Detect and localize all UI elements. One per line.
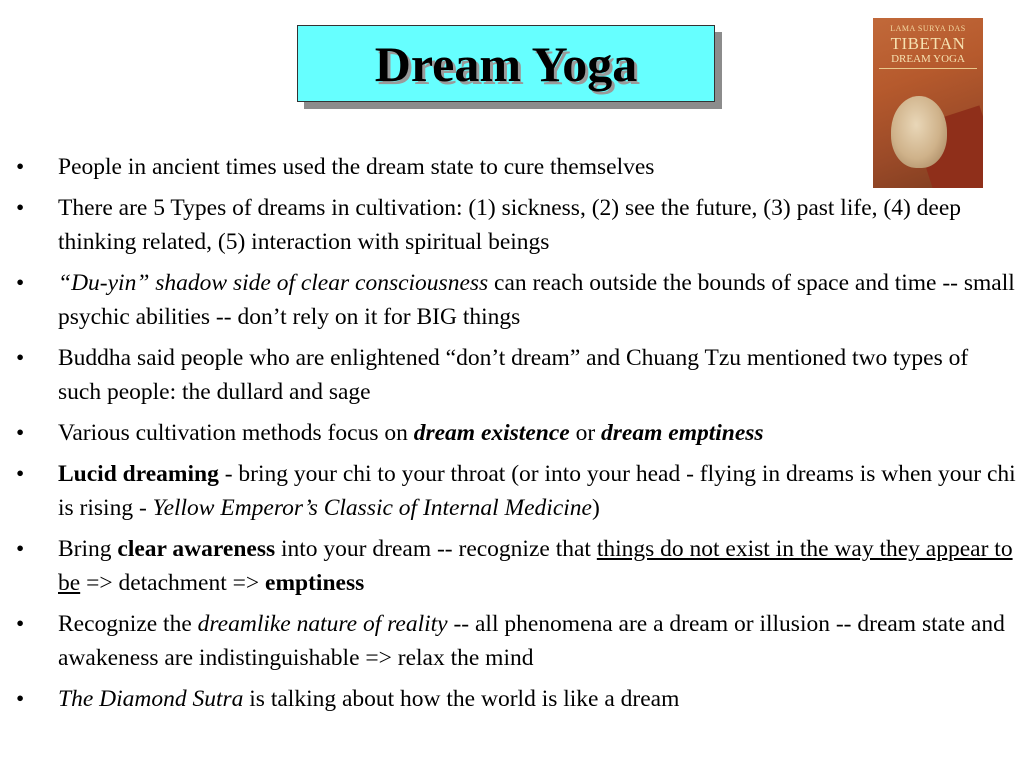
bullet-text-segment: dream emptiness [601,420,764,446]
bullet-item [0,150,1024,184]
bullet-item [0,191,1024,259]
bullet-item [0,416,1024,450]
bullet-item [0,607,1024,675]
bullet-item [0,457,1024,525]
bullet-text-segment: -- all phenomena are a dream or illusion -- dream state and awakeness are indistinguishable => relax the mind [58,611,1005,671]
bullet-text-segment: “Du-yin” shadow side of clear consciousness [58,270,489,296]
bullet-text-segment: ) [591,495,600,521]
bullet-text-segment: There are 5 Types of dreams in cultivation: (1) sickness, (2) see the future, (3) past life, (4) deep thinking related, (5) interaction with spiritual beings [58,195,962,255]
bullet-item [0,341,1024,409]
bullet-item [0,532,1024,600]
book-title-line1: TIBETAN [890,34,966,53]
bullet-text-segment: or [569,420,602,446]
bullet-text-segment: is talking about how the world is like a dream [243,686,680,712]
bullet-text-segment: The Diamond Sutra [58,686,244,712]
book-author: LAMA SURYA DAS [890,24,966,33]
bullet-text-segment: dream existence [413,420,570,446]
bullet-text-segment: People in ancient times used the dream state to cure themselves [58,154,655,180]
bullet-text-segment: - bring your chi to your throat (or into your head - flying in dreams is when your chi is rising - [58,461,1016,521]
bullet-item [0,682,1024,716]
slide-title: Dream Yoga [374,35,638,92]
bullet-item [0,266,1024,334]
bullet-text-segment: can reach outside the bounds of space and time -- small psychic abilities -- don’t rely on it for BIG things [58,270,1015,330]
bullet-list [0,150,1024,723]
bullet-text-segment: Yellow Emperor’s Classic of Internal Medicine [152,495,592,521]
book-subtitle-rule [879,68,977,83]
bullet-text-segment: Recognize the [58,611,198,637]
bullet-text-segment: Various cultivation methods focus on [58,420,414,446]
bullet-text-segment: => detachment => [80,570,266,596]
bullet-text-segment: emptiness [265,570,365,596]
title-box [297,25,715,102]
bullet-text-segment: Lucid dreaming [58,461,219,487]
bullet-text-segment: Buddha said people who are enlightened “don’t dream” and Chuang Tzu mentioned two types of such people: the dullard and sage [58,345,969,405]
bullet-text-segment: things do not exist in the way they appear to be [58,536,1013,596]
book-title-line2: DREAM YOGA [891,53,965,65]
bullet-text-segment: Bring [58,536,118,562]
bullet-text-segment: into your dream -- recognize that [275,536,597,562]
bullet-text-segment: dreamlike nature of reality [197,611,448,637]
bullet-text-segment: clear awareness [117,536,276,562]
